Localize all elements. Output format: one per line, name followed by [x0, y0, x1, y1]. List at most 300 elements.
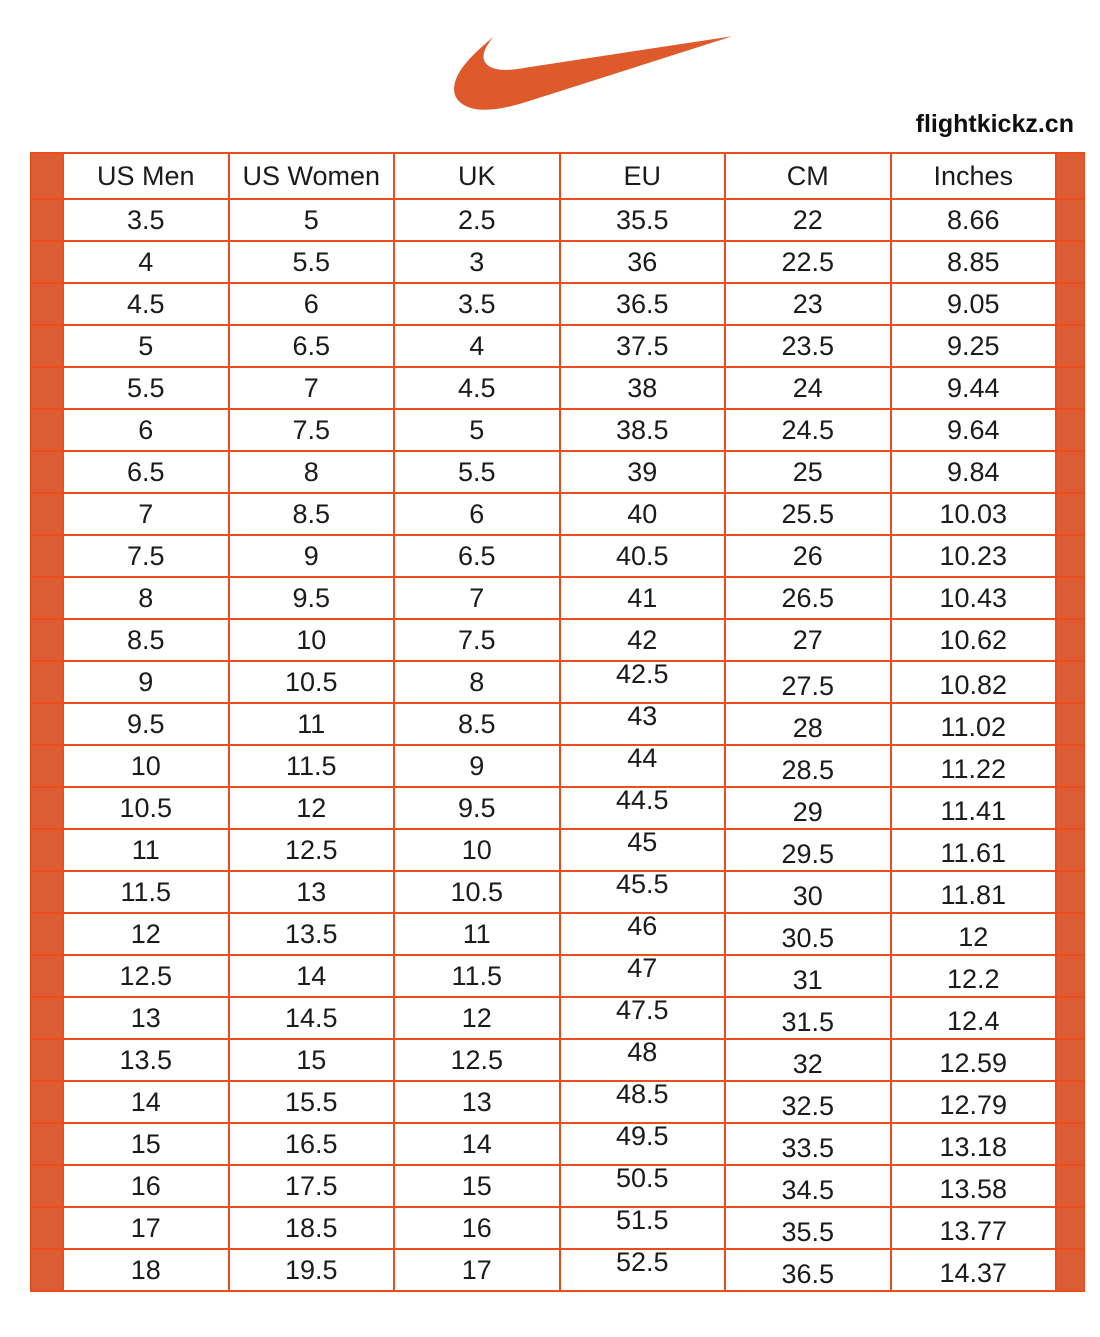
table-row: [31, 703, 1084, 745]
size-cell-value: 13: [461, 1086, 492, 1117]
accent-bar-right: [1056, 745, 1084, 787]
size-cell: [560, 325, 726, 367]
size-cell: [229, 283, 395, 325]
size-cell: [229, 199, 395, 241]
size-cell-value: 40.5: [615, 540, 669, 571]
size-cell: [63, 409, 229, 451]
accent-bar-right: [1056, 619, 1084, 661]
size-cell-value: 10.5: [119, 792, 173, 823]
size-cell-value: 13.5: [119, 1044, 173, 1075]
size-cell-value: 28.5: [781, 754, 835, 785]
size-cell: [394, 787, 560, 829]
size-cell-value: 13.18: [939, 1131, 1008, 1162]
header-cell: [891, 153, 1057, 199]
size-cell: [394, 661, 560, 703]
size-cell: [229, 997, 395, 1039]
header-cell: [394, 153, 560, 199]
size-cell: [229, 955, 395, 997]
size-cell: [725, 409, 891, 451]
size-cell-value: 15: [296, 1044, 327, 1075]
size-cell: [725, 1081, 891, 1123]
size-cell: [725, 1039, 891, 1081]
size-cell: [891, 325, 1057, 367]
size-cell: [725, 535, 891, 577]
accent-bar-right: [1056, 241, 1084, 283]
size-cell-value: 6: [138, 414, 154, 445]
accent-bar-left: [31, 1081, 63, 1123]
size-cell-value: 11.5: [285, 750, 337, 781]
size-cell: [63, 1165, 229, 1207]
size-cell-value: 30: [792, 880, 823, 911]
size-cell-value: 47.5: [615, 997, 669, 1025]
size-cell-value: 15: [461, 1170, 492, 1201]
size-cell: [394, 451, 560, 493]
size-cell-value: 5: [303, 204, 319, 235]
table-row: [31, 493, 1084, 535]
size-cell: [63, 1249, 229, 1291]
size-cell: [229, 493, 395, 535]
size-cell-value: 38: [627, 372, 658, 403]
table-row: [31, 283, 1084, 325]
size-cell-value: 5: [138, 330, 154, 361]
accent-bar-right: [1056, 1207, 1084, 1249]
accent-bar-right: [1056, 535, 1084, 577]
size-cell-value: 12: [461, 1002, 492, 1033]
size-cell-value: 23: [792, 288, 823, 319]
size-cell-value: 9.5: [457, 792, 496, 823]
size-cell: [725, 283, 891, 325]
size-cell-value: 29.5: [781, 838, 835, 869]
table-row: [31, 451, 1084, 493]
nike-swoosh-path: [454, 36, 732, 110]
accent-bar-right: [1056, 1123, 1084, 1165]
accent-bar-left: [31, 367, 63, 409]
size-cell-value: 8.5: [457, 708, 496, 739]
size-cell-value: 17.5: [284, 1170, 338, 1201]
accent-bar-right: [1056, 1039, 1084, 1081]
size-cell-value: 50.5: [615, 1165, 669, 1193]
size-cell: [725, 241, 891, 283]
size-cell: [891, 787, 1057, 829]
size-cell-value: 39: [627, 456, 658, 487]
size-cell-value: 47: [627, 955, 658, 983]
table-row: [31, 661, 1084, 703]
size-cell-value: 15.5: [284, 1086, 338, 1117]
size-cell-value: 8: [138, 582, 154, 613]
size-cell-value: 23.5: [781, 330, 835, 361]
size-cell-value: 30.5: [781, 922, 835, 953]
accent-bar-right: [1056, 955, 1084, 997]
accent-bar-right: [1056, 1081, 1084, 1123]
size-cell-value: 9.05: [946, 288, 1000, 319]
size-cell-value: 7: [303, 372, 319, 403]
size-cell: [891, 367, 1057, 409]
accent-bar-left: [31, 577, 63, 619]
accent-bar-left: [31, 153, 63, 199]
size-cell-value: 8: [303, 456, 319, 487]
size-cell: [63, 577, 229, 619]
size-cell: [560, 1123, 726, 1165]
size-cell-value: 14.5: [284, 1002, 338, 1033]
size-cell: [560, 241, 726, 283]
size-cell-value: 11.41: [940, 795, 1007, 826]
size-cell: [891, 451, 1057, 493]
size-cell-value: 13: [296, 876, 327, 907]
size-cell: [229, 325, 395, 367]
size-cell: [891, 955, 1057, 997]
size-cell-value: 5.5: [126, 372, 165, 403]
size-cell: [63, 1081, 229, 1123]
size-cell: [394, 1081, 560, 1123]
size-cell: [891, 1207, 1057, 1249]
size-cell-value: 43: [627, 703, 658, 731]
size-cell: [725, 1165, 891, 1207]
size-cell: [891, 1039, 1057, 1081]
size-cell-value: 48: [627, 1039, 658, 1067]
size-cell-value: 32.5: [781, 1090, 835, 1121]
table-row: [31, 955, 1084, 997]
size-cell: [229, 703, 395, 745]
size-cell: [63, 283, 229, 325]
size-cell-value: 44: [627, 745, 658, 773]
header-row: [31, 153, 1084, 199]
size-cell-value: 28: [792, 712, 823, 743]
size-cell-value: 10.03: [939, 498, 1008, 529]
size-cell: [725, 829, 891, 871]
size-cell: [63, 325, 229, 367]
size-cell-value: 19.5: [284, 1254, 338, 1285]
size-cell: [394, 871, 560, 913]
size-cell-value: 7.5: [126, 540, 165, 571]
size-cell-value: 12: [958, 921, 989, 952]
size-cell-value: 14: [296, 960, 327, 991]
size-cell: [63, 745, 229, 787]
size-cell: [63, 829, 229, 871]
size-cell-value: 14: [130, 1086, 161, 1117]
size-cell: [394, 997, 560, 1039]
size-cell-value: 10.5: [284, 666, 338, 697]
size-cell: [229, 535, 395, 577]
size-cell-value: 12.2: [946, 963, 1000, 994]
size-cell: [560, 787, 726, 829]
header-cell-label: UK: [457, 160, 496, 191]
size-cell-value: 35.5: [781, 1216, 835, 1247]
size-cell-value: 42.5: [615, 661, 669, 689]
size-cell-value: 52.5: [615, 1249, 669, 1277]
accent-bar-right: [1056, 199, 1084, 241]
table-row: [31, 577, 1084, 619]
size-cell-value: 12.5: [284, 834, 338, 865]
size-cell: [891, 241, 1057, 283]
size-cell-value: 7.5: [457, 624, 496, 655]
size-cell: [891, 1081, 1057, 1123]
size-cell: [560, 367, 726, 409]
size-cell: [229, 1039, 395, 1081]
size-cell: [229, 1249, 395, 1291]
size-cell-value: 8.5: [292, 498, 331, 529]
size-cell-value: 10: [130, 750, 161, 781]
size-cell-value: 10.23: [939, 540, 1008, 571]
size-cell-value: 13.58: [939, 1173, 1008, 1204]
header-cell-label: US Men: [96, 160, 195, 191]
size-cell: [63, 1123, 229, 1165]
size-cell-value: 6.5: [126, 456, 165, 487]
size-cell-value: 10.82: [939, 669, 1008, 700]
size-cell: [394, 829, 560, 871]
size-cell: [560, 1165, 726, 1207]
size-cell-value: 12.59: [939, 1047, 1008, 1078]
accent-bar-left: [31, 1165, 63, 1207]
size-cell: [394, 325, 560, 367]
size-cell-value: 31.5: [781, 1006, 835, 1037]
size-cell: [63, 661, 229, 703]
accent-bar-right: [1056, 1249, 1084, 1291]
size-cell: [725, 577, 891, 619]
size-cell-value: 3: [469, 246, 485, 277]
size-cell-value: 9: [303, 540, 319, 571]
size-cell: [725, 493, 891, 535]
size-cell: [891, 535, 1057, 577]
accent-bar-left: [31, 829, 63, 871]
size-cell: [891, 577, 1057, 619]
size-cell-value: 14: [461, 1128, 492, 1159]
size-cell: [229, 241, 395, 283]
size-cell: [229, 1207, 395, 1249]
size-cell: [560, 955, 726, 997]
size-cell-value: 7: [469, 582, 485, 613]
table-row: [31, 1081, 1084, 1123]
size-cell: [725, 451, 891, 493]
accent-bar-left: [31, 1207, 63, 1249]
size-cell: [394, 913, 560, 955]
size-cell-value: 36.5: [781, 1258, 835, 1289]
size-cell: [560, 829, 726, 871]
size-cell-value: 9.44: [946, 372, 1000, 403]
size-cell: [63, 1207, 229, 1249]
size-cell: [725, 1207, 891, 1249]
size-cell-value: 26: [792, 540, 823, 571]
header-cell: [560, 153, 726, 199]
size-cell: [63, 493, 229, 535]
table-row: [31, 913, 1084, 955]
accent-bar-left: [31, 451, 63, 493]
table-row: [31, 997, 1084, 1039]
header-cell: [229, 153, 395, 199]
size-cell-value: 16: [130, 1170, 161, 1201]
size-cell-value: 17: [461, 1254, 492, 1285]
size-cell: [63, 703, 229, 745]
size-cell-value: 18.5: [284, 1212, 338, 1243]
size-cell-value: 16: [461, 1212, 492, 1243]
size-cell-value: 10: [461, 834, 492, 865]
header-cell-label: Inches: [933, 160, 1014, 191]
size-cell: [229, 1165, 395, 1207]
accent-bar-right: [1056, 787, 1084, 829]
size-cell: [891, 1123, 1057, 1165]
accent-bar-left: [31, 409, 63, 451]
size-cell-value: 11.61: [940, 837, 1007, 868]
size-cell: [891, 829, 1057, 871]
accent-bar-left: [31, 703, 63, 745]
accent-bar-left: [31, 283, 63, 325]
accent-bar-left: [31, 913, 63, 955]
size-cell: [725, 997, 891, 1039]
size-cell-value: 42: [627, 624, 658, 655]
size-cell: [891, 913, 1057, 955]
size-cell: [394, 703, 560, 745]
size-cell: [229, 409, 395, 451]
size-cell-value: 4.5: [126, 288, 165, 319]
size-cell: [229, 787, 395, 829]
size-cell: [63, 997, 229, 1039]
accent-bar-left: [31, 1039, 63, 1081]
size-cell: [560, 283, 726, 325]
size-cell-value: 9.84: [946, 456, 1000, 487]
size-cell-value: 12.79: [939, 1089, 1008, 1120]
size-cell-value: 35.5: [615, 204, 669, 235]
size-cell: [560, 1081, 726, 1123]
size-cell: [394, 1165, 560, 1207]
table-body: [31, 199, 1084, 1291]
size-cell: [725, 1123, 891, 1165]
size-cell-value: 4.5: [457, 372, 496, 403]
table-row: [31, 1165, 1084, 1207]
accent-bar-right: [1056, 409, 1084, 451]
size-cell-value: 33.5: [781, 1132, 835, 1163]
size-cell: [891, 619, 1057, 661]
header-cell: [63, 153, 229, 199]
size-cell: [394, 745, 560, 787]
table-row: [31, 409, 1084, 451]
size-cell: [560, 913, 726, 955]
size-cell: [560, 1207, 726, 1249]
accent-bar-left: [31, 325, 63, 367]
accent-bar-right: [1056, 325, 1084, 367]
accent-bar-right: [1056, 661, 1084, 703]
size-cell-value: 15: [130, 1128, 161, 1159]
size-cell: [560, 1249, 726, 1291]
size-cell: [229, 745, 395, 787]
size-cell-value: 12.5: [450, 1044, 504, 1075]
size-cell-value: 8.5: [126, 624, 165, 655]
size-cell-value: 13.5: [284, 918, 338, 949]
table-row: [31, 535, 1084, 577]
size-cell: [891, 199, 1057, 241]
size-cell: [560, 661, 726, 703]
header-cell-label: EU: [623, 160, 661, 191]
size-cell-value: 17: [130, 1212, 161, 1243]
size-cell-value: 24.5: [781, 414, 835, 445]
table-row: [31, 1039, 1084, 1081]
size-cell-value: 36: [627, 246, 658, 277]
size-cell-value: 24: [792, 372, 823, 403]
accent-bar-left: [31, 535, 63, 577]
size-cell: [891, 283, 1057, 325]
size-cell-value: 22.5: [781, 246, 835, 277]
size-cell-value: 3.5: [126, 204, 165, 235]
accent-bar-right: [1056, 871, 1084, 913]
size-cell: [560, 577, 726, 619]
accent-bar-right: [1056, 153, 1084, 199]
size-conversion-table: [30, 152, 1085, 1292]
size-cell: [394, 367, 560, 409]
accent-bar-left: [31, 1249, 63, 1291]
table-row: [31, 325, 1084, 367]
size-cell: [394, 1207, 560, 1249]
size-cell: [63, 199, 229, 241]
accent-bar-left: [31, 241, 63, 283]
size-cell-value: 9: [469, 750, 485, 781]
size-cell-value: 9.64: [946, 414, 1000, 445]
size-cell-value: 11.81: [940, 879, 1007, 910]
size-cell-value: 3.5: [457, 288, 496, 319]
accent-bar-left: [31, 1123, 63, 1165]
size-cell-value: 46: [627, 913, 658, 941]
size-cell: [560, 409, 726, 451]
size-cell-value: 16.5: [284, 1128, 338, 1159]
table-row: [31, 1123, 1084, 1165]
size-cell: [229, 367, 395, 409]
size-cell: [560, 703, 726, 745]
size-cell-value: 14.37: [939, 1257, 1008, 1288]
size-cell: [560, 535, 726, 577]
header-cell-label: US Women: [242, 160, 381, 191]
size-cell-value: 9: [138, 666, 154, 697]
size-cell: [725, 325, 891, 367]
size-cell-value: 37.5: [615, 330, 669, 361]
size-cell: [394, 241, 560, 283]
size-cell-value: 11.02: [940, 711, 1007, 742]
size-cell-value: 6: [469, 498, 485, 529]
size-cell-value: 11: [131, 834, 160, 865]
size-cell-value: 27.5: [781, 670, 835, 701]
accent-bar-right: [1056, 493, 1084, 535]
size-cell: [394, 955, 560, 997]
size-cell: [394, 283, 560, 325]
size-cell: [725, 913, 891, 955]
size-cell: [725, 745, 891, 787]
size-cell-value: 45.5: [615, 871, 669, 899]
accent-bar-left: [31, 745, 63, 787]
size-cell: [63, 871, 229, 913]
size-cell: [891, 871, 1057, 913]
size-cell: [891, 745, 1057, 787]
size-cell-value: 11: [462, 918, 491, 949]
size-cell: [394, 577, 560, 619]
size-cell-value: 12.4: [946, 1005, 1000, 1036]
size-cell: [63, 535, 229, 577]
size-cell-value: 6: [303, 288, 319, 319]
accent-bar-left: [31, 619, 63, 661]
size-cell: [394, 493, 560, 535]
size-cell-value: 51.5: [615, 1207, 669, 1235]
size-cell-value: 2.5: [457, 204, 496, 235]
size-cell: [725, 661, 891, 703]
size-cell: [725, 1249, 891, 1291]
size-cell-value: 6.5: [292, 330, 331, 361]
size-cell-value: 45: [627, 829, 658, 857]
size-cell: [394, 1249, 560, 1291]
size-cell: [725, 703, 891, 745]
size-cell-value: 9.5: [126, 708, 165, 739]
size-cell: [560, 619, 726, 661]
table-row: [31, 367, 1084, 409]
accent-bar-left: [31, 661, 63, 703]
size-cell: [891, 661, 1057, 703]
size-cell: [229, 871, 395, 913]
table-row: [31, 787, 1084, 829]
size-cell: [394, 535, 560, 577]
